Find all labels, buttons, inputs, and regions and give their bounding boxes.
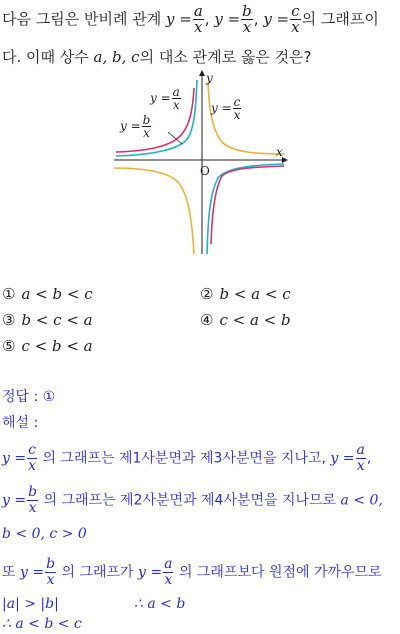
label-c — [211, 96, 242, 121]
question-line-2 — [2, 46, 312, 67]
fraction-c — [290, 4, 300, 35]
y-axis-arrow — [199, 70, 205, 76]
solution-line-5a: |a| > |b| — [2, 596, 59, 612]
label-c-lhs: y = — [211, 101, 232, 115]
sol4-frac-b — [45, 557, 56, 588]
choice-3-num: ③ — [2, 311, 16, 329]
sol1-frac-c-den: x — [28, 458, 36, 474]
sol1-frac-c — [27, 443, 37, 474]
curve-b-lower — [211, 166, 284, 244]
sol1-a-lhs: y = — [330, 450, 355, 467]
hyperbola-graph — [110, 68, 290, 258]
label-c-frac — [233, 96, 242, 121]
sol4-frac-a-den: x — [164, 572, 173, 588]
fraction-a — [193, 4, 204, 35]
question-text: 다음 그림은 반비례 관계 — [2, 10, 162, 28]
solution-line-5b: ∴ a < b — [134, 596, 186, 612]
sol4-mid: 의 그래프가 — [61, 564, 134, 581]
fraction-a-num: a — [193, 2, 203, 20]
origin-label: O — [200, 164, 210, 178]
eq-a-lhs: y = — [166, 10, 192, 28]
label-b-den: x — [143, 126, 150, 140]
eq-b-lhs: y = — [214, 10, 241, 28]
sol2-b-lhs: y = — [2, 492, 27, 509]
solution-line-6: ∴ a < b < c — [2, 616, 82, 632]
label-c-den: x — [233, 108, 241, 122]
label-a-num: a — [172, 85, 180, 99]
label-b — [120, 114, 152, 139]
choice-1[interactable] — [2, 285, 93, 303]
sol2-frac-b-den: x — [28, 500, 37, 516]
sol2-tail: a < 0, — [340, 492, 383, 509]
sol1-c-lhs: y = — [2, 450, 27, 467]
question-text: 다. 이때 상수 — [2, 48, 89, 66]
sol1-frac-c-num: c — [28, 442, 36, 458]
solution-line-1 — [2, 443, 371, 474]
choice-3[interactable] — [2, 311, 93, 329]
fraction-a-den: x — [194, 18, 203, 36]
x-axis-arrow — [282, 157, 288, 163]
question-line-1 — [2, 4, 379, 35]
label-a-lhs: y = — [150, 91, 171, 105]
sol4-frac-b-num: b — [46, 556, 56, 572]
sol1-frac-a — [356, 443, 366, 474]
sol4-end: 의 그래프보다 원점에 가까우므로 — [178, 564, 382, 581]
fraction-c-den: x — [291, 18, 300, 36]
sol2-frac-b-num: b — [28, 484, 38, 500]
question-text-suffix: 의 그래프이 — [301, 10, 379, 28]
question-text-suffix: 의 대소 관계로 옳은 것은? — [139, 48, 312, 66]
sol4-frac-b-den: x — [46, 572, 55, 588]
choice-4-num: ④ — [200, 311, 214, 329]
label-a-frac — [172, 86, 181, 111]
curve-c-lower — [114, 168, 194, 254]
fraction-b-num: b — [242, 2, 252, 20]
choice-2-num: ② — [200, 285, 214, 303]
x-axis-label: x — [276, 145, 283, 159]
sep: , — [204, 10, 210, 28]
choice-5-text: c < b < a — [21, 337, 93, 355]
fraction-b-den: x — [242, 18, 252, 36]
fraction-c-num: c — [291, 2, 300, 20]
choice-5[interactable] — [2, 337, 93, 355]
label-b-frac — [142, 114, 152, 139]
eq-c-lhs: y = — [263, 10, 290, 28]
curve-a-lower — [207, 164, 284, 254]
y-axis-label: y — [206, 71, 213, 85]
choice-2[interactable] — [200, 285, 291, 303]
sol1-frac-a-num: a — [356, 442, 365, 458]
label-c-num: c — [233, 95, 241, 109]
sol4-pre: 또 — [2, 564, 16, 581]
choice-4[interactable] — [200, 311, 291, 329]
choice-1-num: ① — [2, 285, 16, 303]
label-a — [150, 86, 182, 111]
question-vars: a, b, c — [93, 48, 140, 66]
sol4-b-lhs: y = — [19, 564, 45, 581]
choice-3-text: b < c < a — [21, 311, 93, 329]
choice-2-text: b < a < c — [219, 285, 291, 303]
sep: , — [253, 10, 259, 28]
label-a-den: x — [172, 98, 180, 112]
label-b-lhs: y = — [120, 119, 141, 133]
solution-line-4 — [2, 557, 382, 588]
choice-4-text: c < a < b — [219, 311, 291, 329]
sol2-text: 의 그래프는 제2사분면과 제4사분면을 지나므로 — [43, 492, 337, 509]
choice-5-num: ⑤ — [2, 337, 16, 355]
sol1-frac-a-den: x — [356, 458, 365, 474]
solution-line-3: b < 0, c > 0 — [2, 526, 87, 542]
sol4-frac-a — [163, 557, 173, 588]
answer-label: 정답 : ① — [2, 389, 56, 405]
label-b-num: b — [142, 113, 151, 127]
sol2-frac-b — [27, 485, 38, 516]
choice-1-text: a < b < c — [21, 285, 93, 303]
solution-line-2 — [2, 485, 383, 516]
sol4-a-lhs: y = — [138, 564, 163, 581]
fraction-b — [241, 4, 253, 35]
sol1-text: 의 그래프는 제1사분면과 제3사분면을 지나고, — [42, 450, 326, 467]
sol4-frac-a-num: a — [164, 556, 173, 572]
sol1-end: , — [366, 450, 372, 467]
explain-label: 해설 : — [2, 415, 39, 431]
